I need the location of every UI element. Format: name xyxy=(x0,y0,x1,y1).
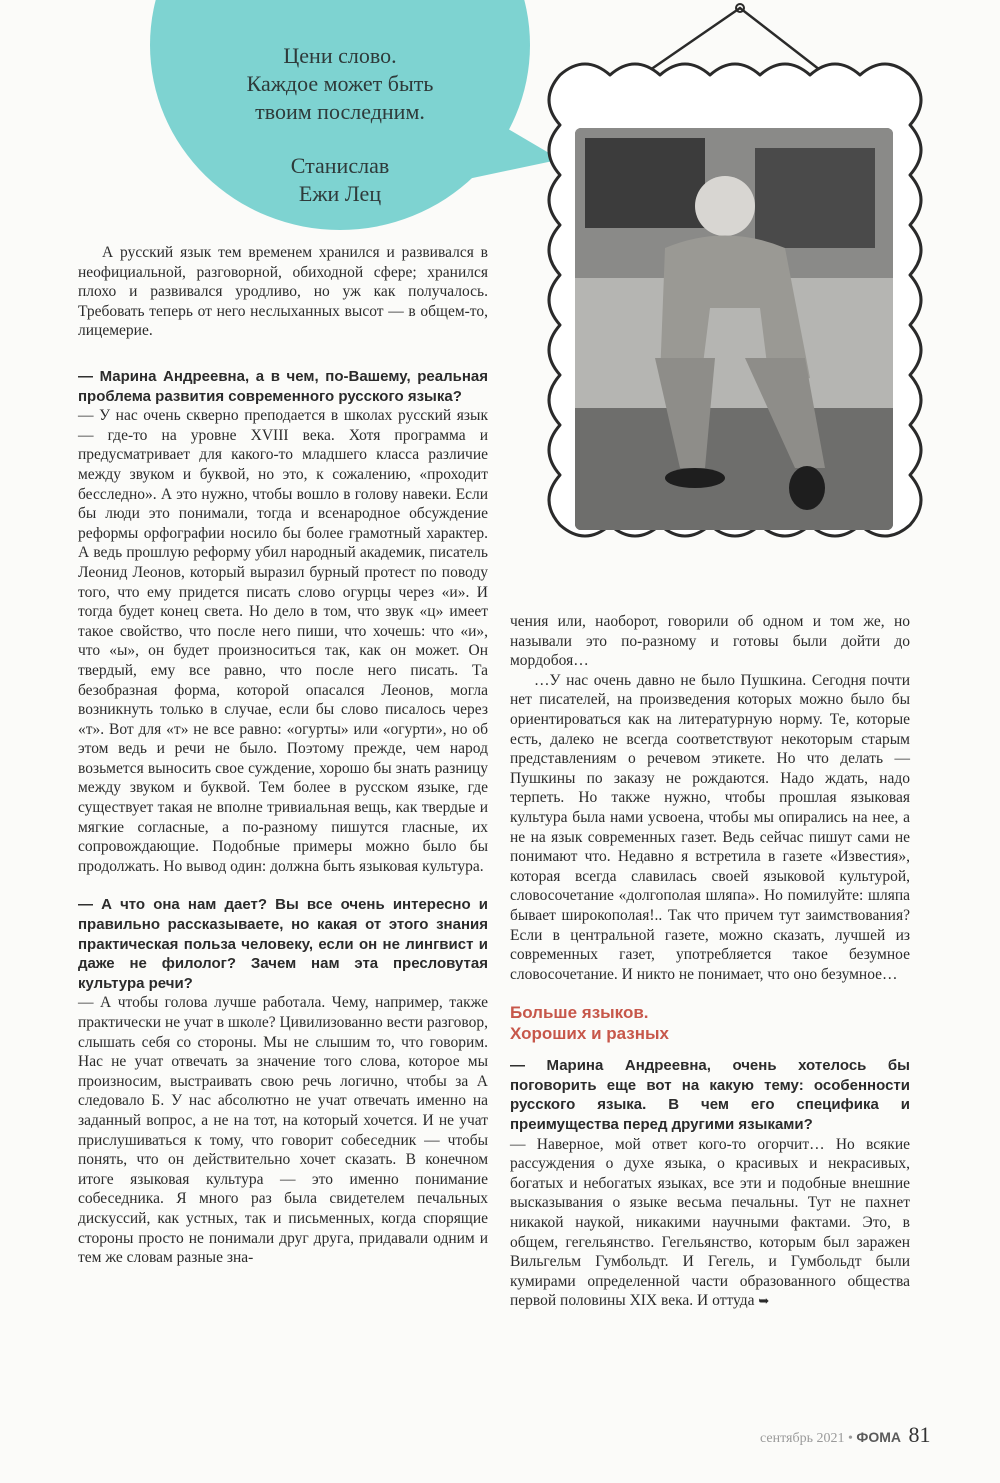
interview-answer: — У нас очень скверно преподается в школах русский язык — где-то на уровне XVIII века. Хотя программа и предусматривает для какого-то младшего класса различие между звуком и буквой, но это, к сожалению, «проходит бесследно». А это нужно, чтобы вошло в голову навеки. Если бы люди это понимали, тогда и всенародное обсуждение реформы орфографии носило бы более грамотный характер. А ведь прошлую реформу убил народный академик, писатель Леонид Леонов, который выразил бурный протест по поводу того, что ему придется писать слово огурцы через «и». И тогда будет конец света. Но дело в том, что звук «ц» имеет такое свойство, что после него пиши, что хочешь: что «и», что «ы», он будет произноситься так, как он может. Он твердый, ему все равно, что после него писать. Та безобразная форма, которой опасался Леонов, могла возникнуть только в случае, если бы слово писалось через «т». Вот для «т» не все равно: «огурты» или «огурти», но об этом ведь и речи не было. Поэтому прежде, чем народ возьмется выносить свое суждение, хорошо бы знать разницу между звуком и буквой. Тем более в русском языке, где существует такая не вполне тривиальная вещь, как твердые и мягкие согласные, а по-разному пишутся гласные, их сопровождающие. Подобные примеры можно было бы продолжать. Но вывод один: должна быть языковая культура. xyxy=(78,407,488,875)
magazine-name: ФОМА xyxy=(856,1429,902,1445)
quote-line: твоим последним. xyxy=(255,99,425,124)
portrait-photo xyxy=(575,128,893,530)
page-number: 81 xyxy=(908,1422,931,1447)
article-column-left-top xyxy=(78,243,488,341)
continue-arrow-icon: ➥ xyxy=(758,1294,770,1310)
paragraph: …У нас очень давно не было Пушкина. Сегодня почти нет писателей, на произведения которых можно было бы ориентироваться как на литературную норму. Те, которые есть, далеко не всегда соответствуют некоторым старым представлениям о речевом этикете. Но что делать — Пушкины по заказу не рождаются. Надо ждать, надо терпеть. Но также нужно, чтобы прошлая языковая культура была нами усвоена, чтобы мы опирались на нее, а не на язык современных газет. Ведь сейчас пишут сами не понимают что. Недавно я встретила в газете «Известия», которая всегда славилась своей языковой культурой, словосочетание «долгополая шляпа». Но помилуйте: шляпа бывает широкополая!.. Так что причем тут заимствования? Если в центральной газете, можно сказать, лучшей из современных газет, употребляется такое безумное словосочетание. И никто не понимает, что оно безумное… xyxy=(510,671,910,983)
quote-author-last: Ежи Лец xyxy=(298,181,382,206)
section-heading xyxy=(510,1002,910,1044)
interview-question: — Марина Андреевна, а в чем, по-Вашему, реальная проблема развития современного русского языка? xyxy=(78,368,488,405)
paragraph: А русский язык тем временем хранился и развивался в неофициальной, разговорной, обиходной сфере; хранился плохо и развивался уродливо, но уж как получалось. Требовать теперь от него неслыханных высот — в общем-то, лицемерие. xyxy=(78,244,488,340)
interview-question: — Марина Андреевна, очень хотелось бы поговорить еще вот на какую тему: особенности русского языка. В чем его специфика и преимущества перед другими языками? xyxy=(510,1057,910,1134)
section-heading-line: Хороших и разных xyxy=(510,1024,669,1044)
interview-answer: — А чтобы голова лучше работала. Чему, например, также практически не учат в школе? Цивилизованно вести разговор, слышать себя со стороны. Мы не слышим то, что говорим. Нас не учат отвечать за значение того слова, которое мы произносим, выстраивать свою речь логично, чтобы за А следовало Б. У нас абсолютно не учат отвечать именно на заданный вопрос, а не на тот, на который хочется. И не учат прислушиваться к тому, что говорит собеседник — чтобы понять, что он действительно хочет сказать. В конечном итоге языковая культура — это именно понимание собеседника. Я много раз была свидетелем печальных дискуссий, как устных, так и письменных, когда спорящие стороны просто не понимали друг друга, придавали одним и тем же словам разные зна- xyxy=(78,994,488,1267)
interview-answer xyxy=(510,1135,910,1312)
section-heading-line: Больше языков. xyxy=(510,1003,649,1023)
footer-bullet: • xyxy=(847,1431,853,1446)
page-footer xyxy=(760,1422,960,1448)
article-column-right xyxy=(510,612,910,1312)
paragraph: чения или, наоборот, говорили об одном и том же, но называли это по-разному и готовы были дойти до мордобоя… xyxy=(510,613,910,670)
quote-line: Каждое может быть xyxy=(246,71,434,96)
interview-question: — А что она нам дает? Вы все очень интересно и правильно рассказываете, но какая от этого знания практическая польза человеку, если он не лингвист и даже не филолог? Зачем нам эта пресловутая культура речи? xyxy=(78,896,488,992)
article-column-left xyxy=(78,367,488,1268)
epigraph-quote xyxy=(195,42,485,208)
interview-answer-text: — Наверное, мой ответ кого-то огорчит… Но всякие рассуждения о духе языка, о красивых и некрасивых, богатых и небогатых языках, все эти и подобные внешние высказывания о языке весьма печальны. Тут не пахнет никакой наукой, никакими научными фактами. Это, в общем, гегельянство. Гегельянство, которым был заражен Вильгельм Гумбольдт. И Гегель, и Гумбольдт были кумирами определенной части образованного общества первой половины XIX века. И оттуда xyxy=(510,1135,910,1310)
quote-line: Цени слово. xyxy=(283,43,397,68)
quote-author-first: Станислав xyxy=(290,153,390,178)
issue-date: сентябрь 2021 xyxy=(760,1431,845,1446)
